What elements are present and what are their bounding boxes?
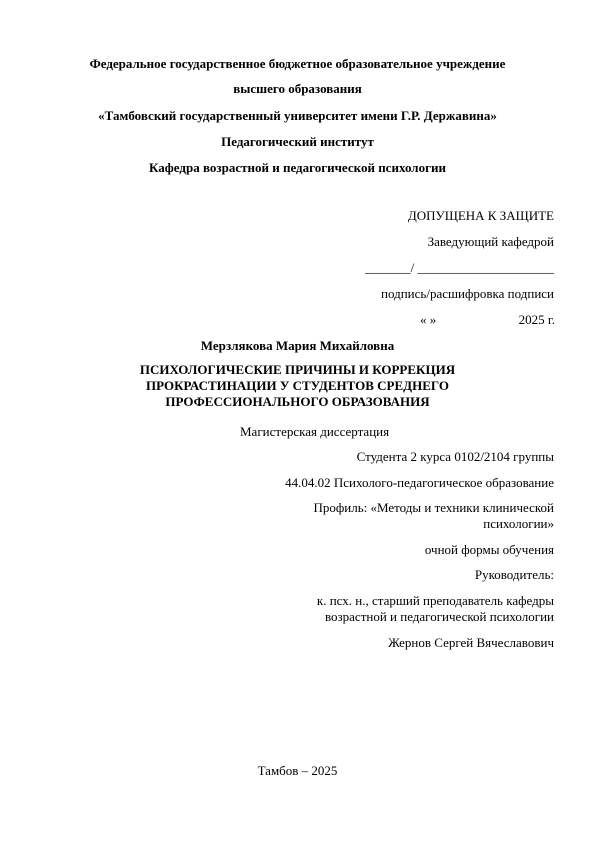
signature-line: _______/ _____________________ <box>365 260 554 275</box>
supervisor-position <box>317 593 554 625</box>
department-name: Кафедра возрастной и педагогической психологии <box>149 160 446 175</box>
thesis-title <box>60 362 535 410</box>
supervisor-name: Жернов Сергей Вячеславович <box>388 635 554 650</box>
study-form: очной формы обучения <box>424 542 554 557</box>
supervisor-label: Руководитель: <box>474 567 554 582</box>
profile-line-1: Профиль: «Методы и техники клинической <box>313 500 554 515</box>
signature-caption: подпись/расшифровка подписи <box>381 286 554 301</box>
university-name: «Тамбовский государственный университет имени Г.Р. Державина» <box>98 108 497 123</box>
thesis-title-line-2: ПРОКРАСТИНАЦИИ У СТУДЕНТОВ СРЕДНЕГО <box>146 378 449 393</box>
thesis-title-line-1: ПСИХОЛОГИЧЕСКИЕ ПРИЧИНЫ И КОРРЕКЦИЯ <box>139 362 456 377</box>
author-name: Мерзлякова Мария Михайловна <box>200 338 395 353</box>
institution-line-2: высшего образования <box>233 81 362 96</box>
date-year: 2025 г. <box>518 312 555 327</box>
institution-line-1: Федеральное государственное бюджетное образовательное учреждение <box>89 56 506 71</box>
supervisor-position-line-2: возрастной и педагогической психологии <box>324 609 554 624</box>
profile-line-2: психологии» <box>483 516 554 531</box>
student-specialty: 44.04.02 Психолого-педагогическое образование <box>285 475 554 490</box>
approval-title: ДОПУЩЕНА К ЗАЩИТЕ <box>407 208 554 223</box>
supervisor-position-line-1: к. псх. н., старший преподаватель кафедры <box>316 593 554 608</box>
city-year: Тамбов – 2025 <box>257 763 338 778</box>
work-type: Магистерская диссертация <box>240 424 390 439</box>
date-quotes: « » <box>420 312 437 327</box>
student-group: Студента 2 курса 0102/2104 группы <box>356 449 554 464</box>
institute-name: Педагогический институт <box>221 134 374 149</box>
thesis-title-line-3: ПРОФЕССИОНАЛЬНОГО ОБРАЗОВАНИЯ <box>165 394 430 409</box>
approval-head: Заведующий кафедрой <box>427 234 554 249</box>
student-profile <box>313 500 554 532</box>
